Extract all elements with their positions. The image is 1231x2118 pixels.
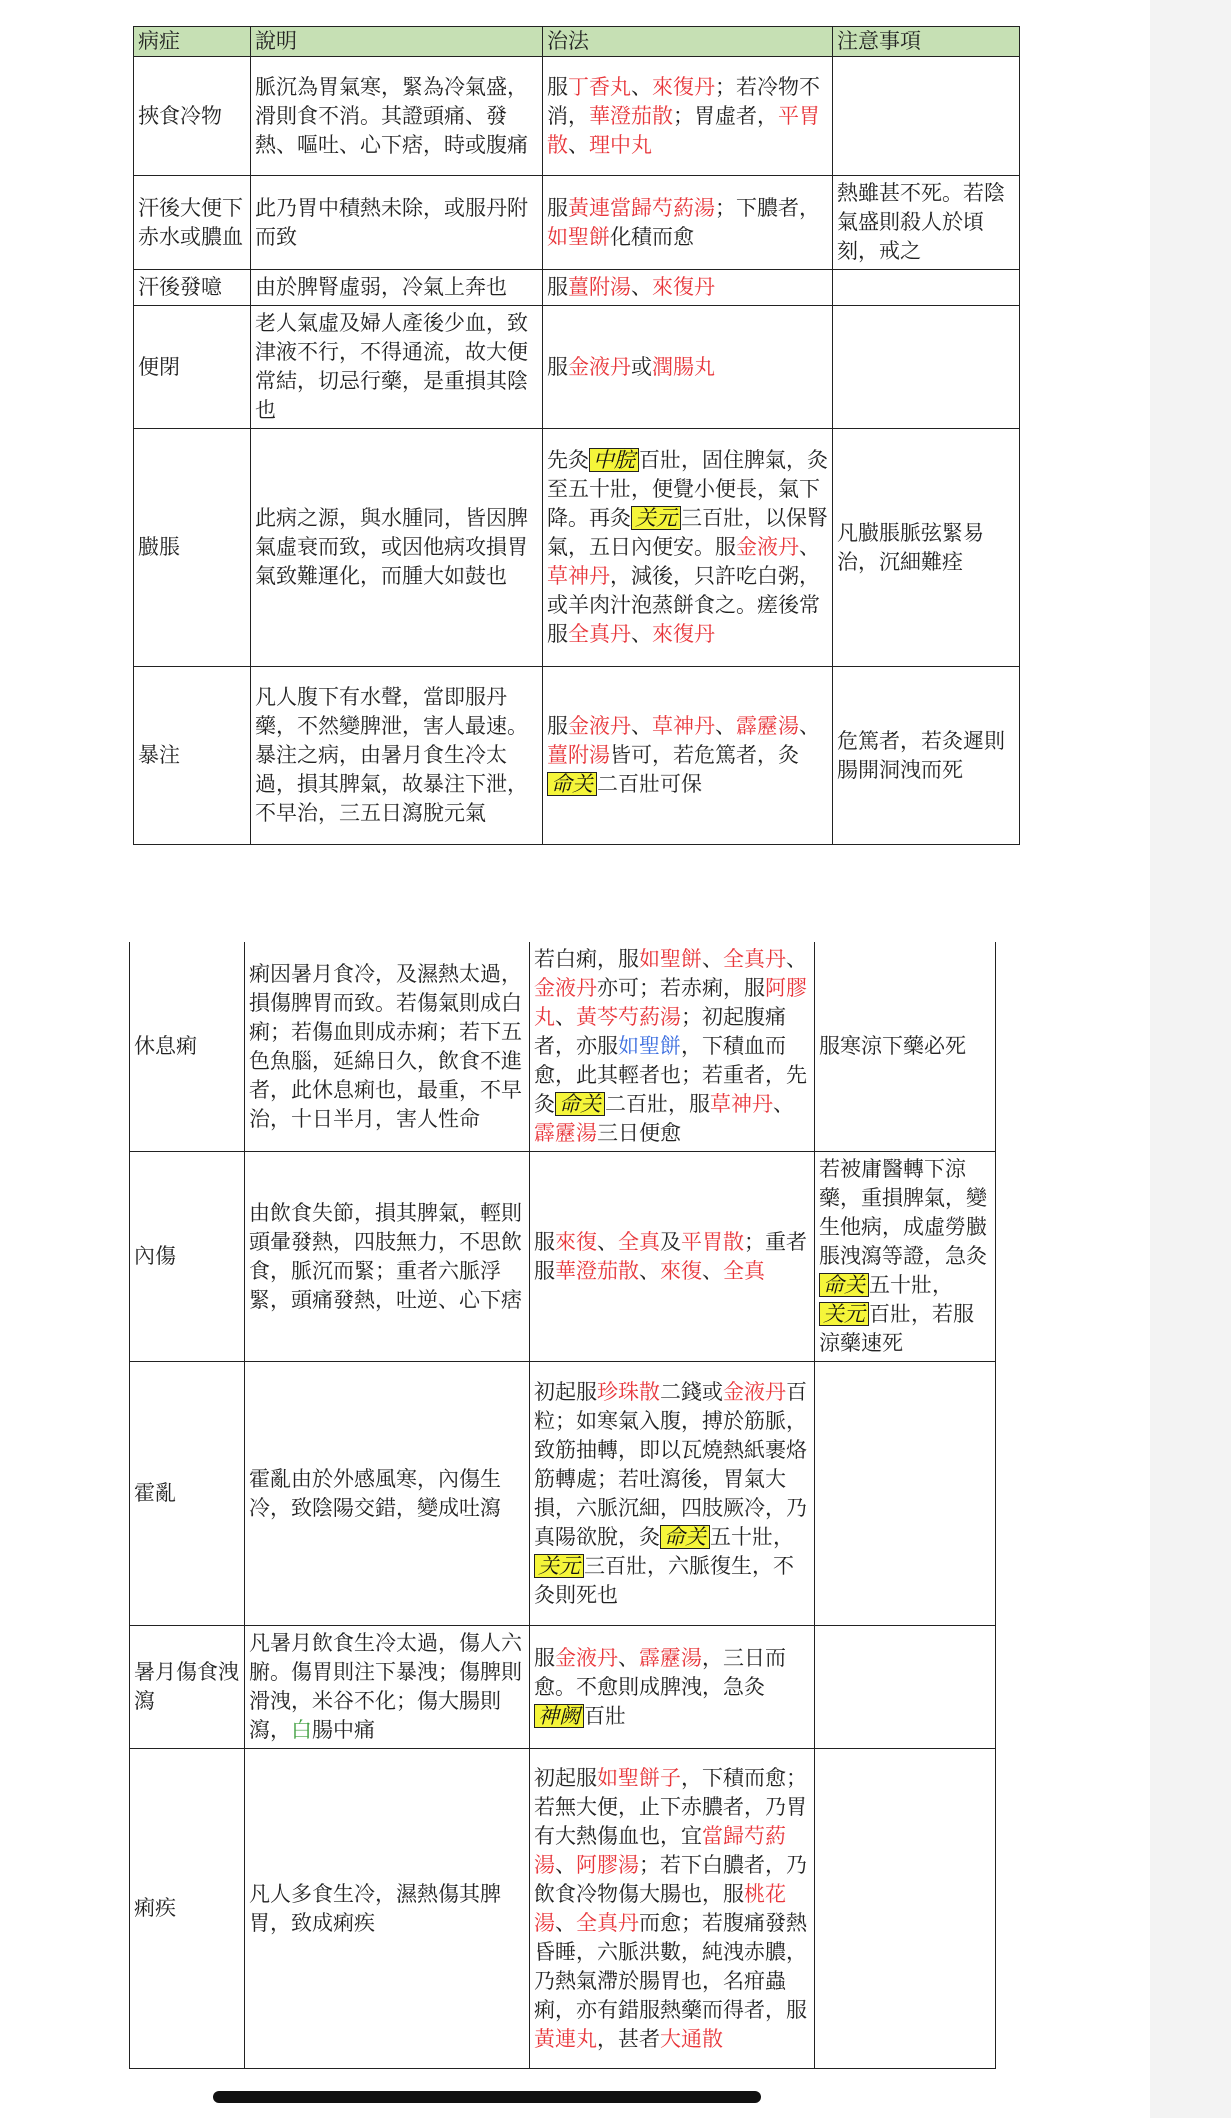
remedy-name: 全真丹 [568, 622, 631, 646]
table-row [134, 429, 1020, 667]
text-segment: ；胃虛者， [673, 103, 778, 128]
text-segment: 三日便愈 [597, 1121, 681, 1145]
notes-cell: 熱雖甚不死。若陰氣盛則殺人於頃刻，戒之 [833, 176, 1020, 270]
table-row [130, 1626, 996, 1749]
remedy-name: 理中丸 [589, 132, 652, 157]
treatment-cell [543, 306, 833, 429]
text-segment: 及 [660, 1229, 681, 1254]
text-segment: 百粒；如寒氣入腹，搏於筋脈，致筋抽轉，即以瓦燒熱紙裹烙筋轉處；若吐瀉後，胃氣大損，六脈沉細，四肢厥冷，乃真陽欲脫，灸 [534, 1379, 807, 1549]
description-cell: 由飲食失節，損其脾氣，輕則頭暈發熱，四肢無力，不思飲食，脈沉而緊；重者六脈浮緊，頭痛發熱，吐逆、心下痞 [245, 1152, 530, 1362]
text-segment: 服 [534, 1645, 555, 1670]
remedy-name: 丁香丸 [568, 74, 631, 99]
text-segment: 、 [799, 714, 820, 738]
notes-cell [833, 57, 1020, 176]
disease-name: 挾食冷物 [134, 57, 251, 176]
text-segment: 化積而愈 [610, 224, 694, 249]
text-segment: ，甚者 [597, 2026, 660, 2051]
text-segment: 、 [702, 1258, 723, 1283]
remedy-name: 全真 [723, 1258, 765, 1283]
table-row [130, 942, 996, 1152]
text-segment: 、 [555, 1005, 576, 1029]
text-segment: 先灸 [547, 448, 589, 472]
remedy-name: 阿膠湯 [576, 1852, 639, 1877]
disease-name: 暑月傷食洩瀉 [130, 1626, 245, 1749]
treatment-cell [543, 667, 833, 845]
description-cell: 由於脾腎虛弱，冷氣上奔也 [251, 270, 543, 306]
notes-cell: 危篤者，若灸遲則腸開洞洩而死 [833, 667, 1020, 845]
acupoint-highlight: 关元 [534, 1554, 584, 1578]
text-segment: 服寒涼下藥必死 [819, 1034, 966, 1058]
acupoint-highlight: 关元 [631, 506, 681, 530]
text-segment: 若被庸醫轉下涼藥，重損脾氣，變生他病，成虛勞臌脹洩瀉等證，急灸 [819, 1157, 987, 1268]
treatment-cell [543, 270, 833, 306]
remedy-name: 霹靂湯 [534, 1121, 597, 1145]
remedy-name: 黃連當歸芍葯湯 [568, 195, 715, 220]
remedy-name: 霹靂湯 [639, 1645, 702, 1670]
text-segment: 或 [631, 354, 652, 379]
text-segment: 二百壯可保 [597, 772, 702, 796]
text-segment: ，減後，只許吃白粥，或羊肉汁泡蒸餅食之。瘥後常服 [547, 564, 820, 646]
text-segment: 五十壯， [869, 1273, 953, 1297]
disease-name: 臌脹 [134, 429, 251, 667]
table-row [130, 1749, 996, 2069]
text-segment: 服 [547, 275, 568, 299]
remedy-name: 金液丹 [555, 1645, 618, 1670]
table-row [134, 176, 1020, 270]
remedy-name: 全真丹 [576, 1910, 639, 1935]
notes-cell: 凡臌脹脈弦緊易治，沉細難痊 [833, 429, 1020, 667]
remedy-name: 薑附湯 [568, 275, 631, 299]
text-segment: 百壯 [584, 1703, 626, 1728]
remedy-name: 平胃散 [547, 103, 820, 157]
text-segment: 而愈；若腹痛發熱昏睡，六脈洪數，純洩赤膿，乃熱氣滯於腸胃也，名疳蟲痢，亦有錯服熱藥而得者，服 [534, 1910, 807, 2022]
acupoint-highlight: 命关 [555, 1092, 605, 1116]
treatment-cell [530, 1152, 815, 1362]
remedy-name: 白 [291, 1718, 312, 1742]
text-segment: 、 [631, 622, 652, 646]
text-segment: 皆可，若危篤者，灸 [610, 743, 799, 767]
description-cell: 此乃胃中積熱未除，或服丹附而致 [251, 176, 543, 270]
text-segment: ；若下白膿者，乃飲食冷物傷大腸也，服 [534, 1852, 807, 1906]
remedy-table-upper [133, 26, 1020, 845]
remedy-name: 如聖餅 [618, 1034, 681, 1058]
remedy-name: 金液丹 [568, 714, 631, 738]
text-segment: 服 [534, 1229, 555, 1254]
text-segment: ；重者服 [534, 1229, 807, 1283]
treatment-cell [530, 1362, 815, 1626]
text-segment: 、 [786, 947, 807, 971]
remedy-name: 如聖餅 [639, 947, 702, 971]
treatment-cell [543, 429, 833, 667]
text-segment: 三百壯，六脈復生，不灸則死也 [534, 1553, 794, 1607]
description-cell: 脈沉為胃氣寒，緊為冷氣盛，滑則食不消。其證頭痛、發熱、嘔吐、心下痞，時或腹痛 [251, 57, 543, 176]
description-cell: 凡人腹下有水聲，當即服丹藥，不然變脾泄，害人最速。暴注之病，由暑月食生冷太過，損其脾氣，故暴注下泄，不早治，三五日瀉脫元氣 [251, 667, 543, 845]
text-segment: 、 [618, 1645, 639, 1670]
remedy-name: 黃連丸 [534, 2026, 597, 2051]
text-segment: 初起服 [534, 1765, 597, 1790]
remedy-name: 來復 [555, 1229, 597, 1254]
remedy-name: 薑附湯 [547, 743, 610, 767]
text-segment: 、 [631, 714, 652, 738]
remedy-name: 黃芩芍葯湯 [576, 1005, 681, 1029]
text-segment: 、 [568, 132, 589, 157]
text-segment: 、 [631, 275, 652, 299]
description-cell [245, 1626, 530, 1749]
remedy-name: 如聖餅 [547, 224, 610, 249]
remedy-name: 草神丹 [710, 1092, 773, 1116]
text-segment: 服 [547, 714, 568, 738]
table-row [134, 57, 1020, 176]
text-segment: ；若冷物不消， [547, 74, 820, 128]
text-segment: 二百壯，服 [605, 1092, 710, 1116]
acupoint-highlight: 关元 [819, 1302, 869, 1326]
text-segment: 三百壯，以保腎氣，五日內便安。服 [547, 506, 828, 559]
text-segment: ，下積而愈；若無大便，止下赤膿者，乃胃有大熱傷血也，宜 [534, 1765, 807, 1848]
remedy-name: 阿膠丸 [534, 976, 807, 1029]
right-sidebar [1150, 0, 1231, 2118]
table-row [134, 270, 1020, 306]
remedy-name: 金液丹 [723, 1379, 786, 1404]
disease-name: 內傷 [130, 1152, 245, 1362]
remedy-name: 華澄茄散 [589, 103, 673, 128]
treatment-cell [530, 1749, 815, 2069]
table-row [130, 1152, 996, 1362]
remedy-name: 金液丹 [534, 976, 597, 1000]
text-segment: ；初起腹痛者，亦服 [534, 1005, 786, 1058]
remedy-name: 來復丹 [652, 74, 715, 99]
text-segment: 服 [547, 354, 568, 379]
remedy-name: 草神丹 [547, 564, 610, 588]
text-segment: ；下膿者， [715, 195, 820, 220]
notes-cell [833, 306, 1020, 429]
table-row [130, 1362, 996, 1626]
notes-cell [833, 270, 1020, 306]
description-cell: 老人氣虛及婦人產後少血，致津液不行，不得通流，故大便常結，切忌行藥，是重損其陰也 [251, 306, 543, 429]
table-row [134, 306, 1020, 429]
text-segment: 凡暑月飲食生冷太過，傷人六腑。傷胃則注下暴洩；傷脾則滑洩，米谷不化；傷大腸則瀉， [249, 1631, 522, 1742]
text-segment: 百壯，若服涼藥速死 [819, 1302, 974, 1355]
notes-cell [815, 1152, 996, 1362]
remedy-name: 金液丹 [568, 354, 631, 379]
text-segment: 、 [555, 1910, 576, 1935]
text-segment: 、 [597, 1229, 618, 1254]
remedy-name: 潤腸丸 [652, 354, 715, 379]
description-cell: 此病之源，與水腫同，皆因脾氣虛衰而致，或因他病攻損胃氣致難運化，而腫大如鼓也 [251, 429, 543, 667]
text-segment: 、 [702, 947, 723, 971]
acupoint-highlight: 中脘 [589, 448, 639, 472]
text-segment: 、 [799, 535, 820, 559]
disease-name: 暴注 [134, 667, 251, 845]
text-segment: 服 [547, 195, 568, 220]
disease-name: 霍亂 [130, 1362, 245, 1626]
text-segment: 服 [547, 74, 568, 99]
disease-name: 痢疾 [130, 1749, 245, 2069]
remedy-name: 全真丹 [723, 947, 786, 971]
text-segment: 五十壯， [710, 1524, 794, 1549]
notes-cell [815, 1626, 996, 1749]
acupoint-highlight: 神阙 [534, 1704, 584, 1728]
treatment-cell [530, 1626, 815, 1749]
home-indicator[interactable] [213, 2091, 761, 2103]
remedy-name: 來復丹 [652, 275, 715, 299]
remedy-name: 霹靂湯 [736, 714, 799, 738]
text-segment: 、 [639, 1258, 660, 1283]
description-cell: 痢因暑月食冷，及濕熱太過，損傷脾胃而致。若傷氣則成白痢；若傷血則成赤痢；若下五色魚腦，延綿日久，飲食不進者，此休息痢也，最重，不早治，十日半月，害人性命 [245, 942, 530, 1152]
table-row [134, 667, 1020, 845]
text-segment: ，三日而愈。不愈則成脾洩，急灸 [534, 1645, 786, 1699]
treatment-cell [543, 57, 833, 176]
disease-name: 汗後發噫 [134, 270, 251, 306]
remedy-name: 草神丹 [652, 714, 715, 738]
text-segment: 、 [715, 714, 736, 738]
header-treatment: 治法 [543, 27, 833, 57]
treatment-cell [530, 942, 815, 1152]
remedy-name: 來復丹 [652, 622, 715, 646]
disease-name: 汗後大便下赤水或膿血 [134, 176, 251, 270]
treatment-cell [543, 176, 833, 270]
text-segment: ，下積血而愈，此其輕者也；若重者，先灸 [534, 1034, 807, 1116]
acupoint-highlight: 命关 [547, 772, 597, 796]
disease-name: 便閉 [134, 306, 251, 429]
acupoint-highlight: 命关 [660, 1525, 710, 1549]
acupoint-highlight: 命关 [819, 1273, 869, 1297]
remedy-name: 平胃散 [681, 1229, 744, 1254]
table-header-row [134, 27, 1020, 57]
text-segment: 亦可；若赤痢，服 [597, 976, 765, 1000]
text-segment: 、 [773, 1092, 794, 1116]
remedy-name: 全真 [618, 1229, 660, 1254]
remedy-name: 華澄茄散 [555, 1258, 639, 1283]
text-segment: 百壯，固住脾氣，灸至五十壯，便覺小便長，氣下降。再灸 [547, 448, 828, 530]
remedy-table-lower [129, 942, 996, 2069]
remedy-name: 當歸芍葯湯 [534, 1823, 786, 1877]
header-disease: 病症 [134, 27, 251, 57]
text-segment: 、 [631, 74, 652, 99]
notes-cell [815, 1749, 996, 2069]
text-segment: 二錢或 [660, 1379, 723, 1404]
text-segment: 、 [555, 1852, 576, 1877]
remedy-name: 桃花湯 [534, 1881, 786, 1935]
description-cell: 凡人多食生冷，濕熱傷其脾胃，致成痢疾 [245, 1749, 530, 2069]
remedy-name: 大通散 [660, 2026, 723, 2051]
disease-name: 休息痢 [130, 942, 245, 1152]
remedy-name: 如聖餅子 [597, 1765, 681, 1790]
remedy-name: 珍珠散 [597, 1379, 660, 1404]
text-segment: 初起服 [534, 1379, 597, 1404]
description-cell: 霍亂由於外感風寒，內傷生冷，致陰陽交錯，變成吐瀉 [245, 1362, 530, 1626]
notes-cell [815, 942, 996, 1152]
header-description: 說明 [251, 27, 543, 57]
notes-cell [815, 1362, 996, 1626]
remedy-name: 金液丹 [736, 535, 799, 559]
text-segment: 腸中痛 [312, 1718, 375, 1742]
header-notes: 注意事項 [833, 27, 1020, 57]
remedy-name: 來復 [660, 1258, 702, 1283]
text-segment: 若白痢，服 [534, 947, 639, 971]
